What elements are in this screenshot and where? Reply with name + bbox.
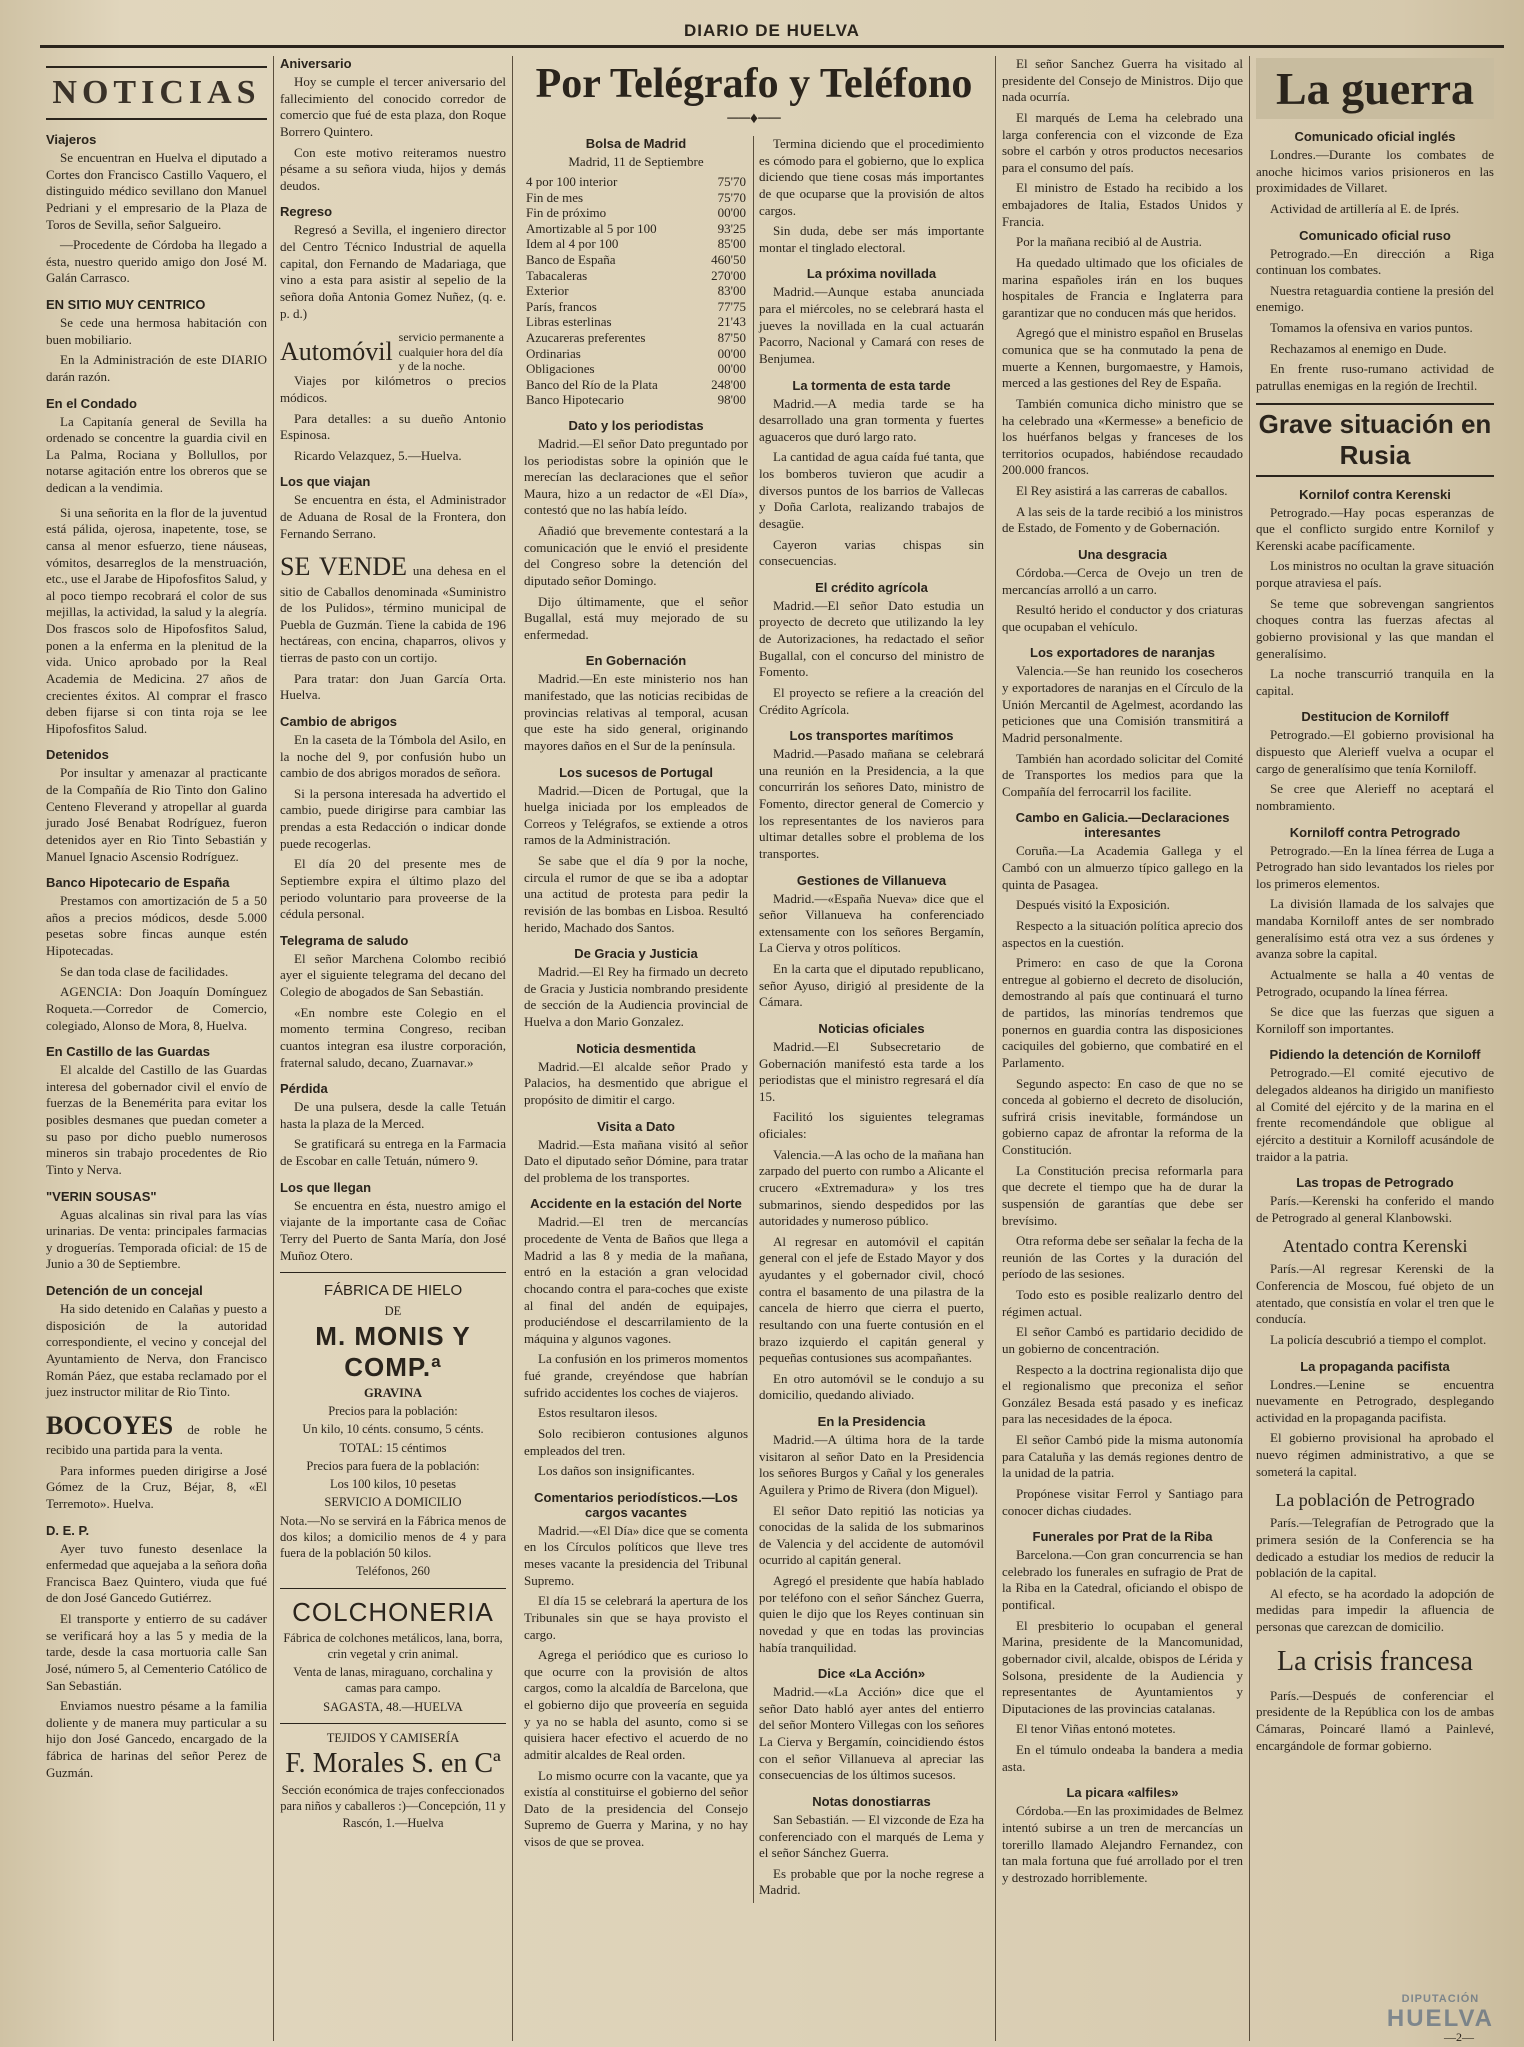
maritimos-text: Madrid.—Pasado mañana se celebrará una reunión en la Presidencia, a la que concurrirán los señores Dato, ministro de Fomento, director general de Comercio y los representantes de los navieros para ultimar detalles sobre el problema de los transportes. (759, 746, 984, 861)
bolsa-label: Tabacaleras (526, 267, 588, 283)
comentarios-cont: Termina diciendo que el procedimiento es cómodo para el gobierno, que lo explica diciendo que tiene cosas más importantes de que ocuparse que la provisión de altos cargos. (759, 136, 984, 218)
dato-text-2: Añadió que brevemente contestará a la comunicación que le envió el presidente del Congreso sobre la detención del diputado señor Domingo. (524, 523, 748, 588)
oficiales-text-2: Facilitó los siguientes telegramas oficiales: (759, 1109, 984, 1141)
bolsa-value: 87'50 (717, 329, 746, 345)
oficiales-text-5: En otro automóvil se le condujo a su domicilio, quedando aliviado. (759, 1370, 984, 1403)
perdida-title: Pérdida (280, 1081, 328, 1097)
destitucion-text-2: Se cree que Alerieff no aceptará el nombramiento. (1256, 781, 1494, 813)
automovil-text: Viajes por kilómetros o precios módicos. (280, 373, 506, 405)
galicia-text-8: Todo esto es posible realizarlo dentro del régimen actual. (1002, 1287, 1243, 1319)
bolsa-row (524, 377, 748, 393)
comentarios-text: Madrid.—«El Día» dice que se comenta en los Círculos políticos que lleve tres meses vacante la presidencia del Tribunal Supremo. (524, 1522, 748, 1588)
galicia-text-12: Propónese visitar Ferrol y Santiago para conocer dichas ciudades. (1002, 1485, 1243, 1518)
tormenta-text: Madrid.—A media tarde se ha desarrollado una gran tormenta y fuertes aguaceros que duró largo rato. (759, 395, 984, 444)
atentado-title: Atentado contra Kerenski (1282, 1236, 1468, 1257)
verin-text: Aguas alcalinas sin rival para las vías urinarias. De venta: principales farmacias y droguerías. Temporada oficial: de 15 de Junio a 30 de Septiembre. (46, 1206, 267, 1272)
llegan-title: Los que llegan (280, 1179, 372, 1195)
dep-text: Ayer tuvo funesto desenlace la enfermedad que aquejaba a la señora doña Francisca Baez Quintero, viuda que fué de don José Gancedo Gutiérrez. (46, 1540, 267, 1606)
hielo-company: M. MONIS Y COMP.ª (315, 1320, 471, 1382)
concejal-title: Detención de un concejal (46, 1283, 203, 1298)
presidencia-text-3: Agregó el presidente que había hablado por teléfono con el señor Sánchez Guerra, quien le dijo que los Reyes continuan sin novedad y que en todas las provincias había tranquilidad. (759, 1573, 984, 1655)
destitucion-title: Destitucion de Korniloff (1301, 709, 1449, 725)
automovil-title: Automóvil (280, 336, 393, 366)
bolsa-value: 248'00 (711, 376, 746, 392)
column-1 (40, 56, 274, 2041)
bolsa-value: 98'00 (717, 392, 746, 408)
column-4 (996, 56, 1250, 2041)
naranjas-title: Los exportadores de naranjas (1030, 645, 1215, 661)
automovil-text-2: Para detalles: a su dueño Antonio Espinosa. (280, 410, 506, 443)
alfiles-text: Córdoba.—En las proximidades de Belmez intentó subirse a un tren de mercancías un torerillo llamado Alejandro Fernandez, con tan mala fortuna que fué arrollado por el tren y destrozado horriblemente. (1002, 1803, 1243, 1885)
bolsa-row (524, 221, 748, 237)
library-stamp (1387, 1993, 1494, 2033)
naranjas-text-2: También han acordado solicitar del Comité de Transportes los medios para que la Compañía del ferrocarril los facilite. (1002, 750, 1243, 799)
atentado-text-2: La policía descubrió a tiempo el complot. (1270, 1331, 1487, 1347)
tropas-title: Las tropas de Petrogrado (1296, 1175, 1454, 1191)
bolsa-value: 75'70 (717, 174, 746, 189)
perdida-text-2: Se gratificará su entrega en la Farmacia de Escobar en calle Tetuán, número 9. (280, 1136, 506, 1169)
vende-title: SE VENDE (280, 552, 408, 582)
credito-title: El crédito agrícola (815, 579, 928, 595)
bocoyes-text-2: Para informes pueden dirigirse a José Gómez de la Cruz, Béjar, 8, «El Terremoto». Huelva. (46, 1462, 267, 1511)
oficiales-text: Madrid.—El Subsecretario de Gobernación manifestó esta tarde a los periodistas que el ministro regresará el día 15. (759, 1038, 984, 1104)
ingles-text-2: Actividad de artillería al E. de Iprés. (1270, 200, 1460, 216)
dato-text: Madrid.—El señor Dato preguntado por los periodistas sobre la opinión que le merecían las declaraciones que el señor Maura, hizo a un redactor de «El Día», contestó que no las había leído. (524, 435, 748, 518)
pidiendo-text: Petrogrado.—El comité ejecutivo de delegados aldeanos ha dirigido un manifiesto al Comité del ejército y de la marina en el frente recomendándole que obligue al ejército a destituir a Korniloff acusándole de traidor a la patria. (1256, 1065, 1494, 1164)
bolsa-label: Exterior (526, 283, 569, 299)
c4-text-8: El Rey asistirá a las carreras de caballos. (1016, 483, 1228, 498)
kornilof-text-4: La noche transcurrió tranquila en la capital. (1256, 666, 1494, 698)
desgracia-title: Una desgracia (1078, 546, 1167, 562)
bolsa-date: Madrid, 11 de Septiembre (568, 154, 704, 169)
verin-title: "VERIN SOUSAS" (46, 1188, 157, 1204)
column-3 (513, 56, 996, 2041)
telegrafo-subcolumns (519, 136, 989, 1903)
subcolumn-left (519, 136, 754, 1903)
ingles-text: Londres.—Durante los combates de anoche hicimos varios prisioneros en las proximidades de Villaret. (1256, 147, 1494, 196)
gobernacion-title: En Gobernación (585, 653, 687, 669)
dep-text-2: El transporte y entierro de su cadáver se verificará hoy a las 5 y media de la tarde, desde la casa mortuoria calle San José, número 5, al Cementerio Católico de San Sebastián. (46, 1611, 267, 1693)
c4-text-4: Por la mañana recibió al de Austria. (1016, 234, 1202, 250)
ruso-text-4: Rechazamos al enemigo en Dude. (1270, 340, 1447, 356)
kornilof-text-2: Los ministros no ocultan la grave situación porque atraviesa el país. (1256, 558, 1494, 590)
funerales-title: Funerales por Prat de la Riba (1032, 1529, 1213, 1545)
viajan-title: Los que viajan (280, 474, 371, 490)
column-2 (274, 56, 513, 2041)
c4-text-7: También comunica dicho ministro que se ha celebrado una «Kermesse» a beneficio de los huérfanos belgas y franceses de los territorios ocupados, habiéndose recaudado 200.000 francos. (1002, 395, 1243, 478)
poblacion-text: París.—Telegrafían de Petrogrado que la primera sesión de la Conferencia se ha dedicado a estudiar los medios de reducir la población de la capital. (1256, 1515, 1494, 1581)
telegrafo-header: Por Telégrafo y Teléfono (535, 61, 973, 107)
saludo-text: El señor Marchena Colombo recibió ayer el siguiente telegrama del decano del Colegio de abogados de San Sebastián. (280, 950, 506, 1000)
hielo-l6: Un kilo, 10 cénts. consumo, 5 cénts. (302, 1422, 484, 1437)
columns (40, 56, 1504, 2041)
galicia-text-3: Respecto a la situación política aprecio dos aspectos en la cuestión. (1002, 917, 1243, 950)
aniversario-title: Aniversario (280, 56, 352, 71)
bolsa-value: 00'00 (717, 361, 746, 377)
comentarios-text-4: Lo mismo ocurre con la vacante, que ya existía al constituirse el gobierno del señor Dato de la presidencia del Consejo Supremo de Guerra y Marina, y no hay visos de que se provea. (524, 1767, 748, 1850)
masthead (40, 14, 1504, 48)
donostiarras-title: Notas donostiarras (812, 1793, 931, 1809)
crisis-title: La crisis francesa (1277, 1645, 1473, 1677)
bolsa-label: Banco Hipotecario (526, 392, 624, 408)
gracia-title: De Gracia y Justicia (574, 946, 698, 962)
bolsa-value: 00'00 (717, 205, 746, 221)
banco-text-2: Se dan toda clase de facilidades. (60, 963, 229, 979)
galicia-title: Cambo en Galicia.—Declaraciones interesantes (1015, 810, 1230, 841)
bolsa-row (524, 314, 748, 330)
concejal-text: Ha sido detenido en Calañas y puesto a disposición de la autoridad correspondiente, el vecino y concejal del Ayuntamiento de Nerva, don Francisco Román Páez, que estaba reclamado por el juez instructor militar de Rio Tinto. (46, 1301, 267, 1400)
villanueva-text: Madrid.—«España Nueva» dice que el señor Villanueva ha conferenciado extensamente con los señores Bergamín, La Cierva y otros políticos. (759, 890, 984, 956)
credito-text: Madrid.—El señor Dato estudia un proyecto de decreto que utilizando la ley de Autorizaciones, ha redactado el señor Bugallal, con el concurso del ministro de Fomento. (759, 597, 984, 680)
funerales-text-3: El tenor Viñas entonó motetes. (1016, 1721, 1176, 1737)
hielo-l7: TOTAL: 15 céntimos (339, 1440, 447, 1455)
c4-text-3: El ministro de Estado ha recibido a los embajadores de Italia, Estados Unidos y Francia. (1002, 180, 1243, 229)
bolsa-label: Fin de mes (526, 189, 584, 205)
regreso-text: Regresó a Sevilla, el ingeniero director del Centro Técnico Industrial de aquella capital, don Fernando de Madariaga, que vino a esta para asistir al sepelio de la señora doña Antonia Gomez Nuñez, (q. e. p. d.) (280, 222, 506, 321)
hielo-l4: GRAVINA (363, 1385, 423, 1400)
noticias-header: NOTICIAS (46, 66, 267, 120)
dep-text-3: Enviamos nuestro pésame a la familia doliente y de manera muy particular a su hijo don José Gancedo, encargado de la fábrica de harinas del señor Perez de Guzmán. (46, 1698, 267, 1780)
hielo-l9: Los 100 kilos, 10 pesetas (329, 1477, 457, 1492)
morales-ad (280, 1730, 506, 1831)
comentarios-title: Comentarios periodísticos.—Los cargos vacantes (534, 1489, 738, 1520)
destitucion-text: Petrogrado.—El gobierno provisional ha dispuesto que Alerieff vuelva a ocupar el cargo de generalísimo que tenía Korniloff. (1256, 727, 1494, 776)
page-number: —2— (1444, 2030, 1474, 2044)
detenidos-text: Por insultar y amenazar al practicante de la Compañía de Rio Tinto don Galino Centeno Fleverand y atropellar al guarda jurado José Benabat Rodríguez, fueron detenidos ayer en Rio Tinto Sebastián y Manuel Ignacio Ascensio Rodríguez. (46, 765, 267, 864)
abrigos-text-2: Si la persona interesada ha advertido el cambio, puede dirigirse para cambiar las prendas a esta Redacción o indicar donde puede recogerlas. (280, 785, 506, 851)
aniversario-text: Hoy se cumple el tercer aniversario del fallecimiento del conocido corredor de comercio que fué de esta plaza, don Roque Borrero Quintero. (280, 74, 506, 139)
bolsa-label: Amortizable al 5 por 100 (526, 220, 657, 236)
c4-text-5: Ha quedado ultimado que los oficiales de marina españoles irán en los buques hospitales de Francia e Inglaterra para garantizar que no conducen más que heridos. (1002, 254, 1243, 320)
bolsa-row (524, 205, 748, 221)
bolsa-label: Ordinarias (526, 345, 581, 361)
bolsa-table (524, 174, 748, 408)
bolsa-row (524, 236, 748, 252)
bolsa-label: 4 por 100 interior (526, 174, 618, 189)
villanueva-text-2: En la carta que el diputado republicano, señor Ayuso, dirigió al presidente de la Cámara. (759, 961, 984, 1010)
dato-title: Dato y los periodistas (568, 417, 704, 433)
dato-text-3: Dijo últimamente, que el señor Bugallal, está muy mejorado de su enfermedad. (524, 593, 748, 642)
novillada-text: Madrid.—Aunque estaba anunciada para el miércoles, no se celebrará hasta el jueves la novillada en la cual actuarán Pacorro, Nacional y Camará con reses de Benjumea. (759, 284, 984, 366)
funerales-text-4: En el túmulo ondeaba la bandera a media asta. (1002, 1742, 1243, 1774)
pidiendo-title: Pidiendo la detención de Korniloff (1269, 1047, 1481, 1063)
ingles-title: Comunicado oficial inglés (1294, 129, 1456, 144)
bolsa-value: 00'00 (717, 345, 746, 361)
hielo-l1: FÁBRICA DE HIELO (323, 1282, 463, 1300)
credito-text-2: El proyecto se refiere a la creación del Crédito Agrícola. (759, 684, 984, 717)
gobernacion-text: Madrid.—En este ministerio nos han manifestado, que las noticias recibidas de provincias relativas al temporal, acusan que este ha sido general, originando mayores daños en el Sur de la península. (524, 671, 748, 753)
petrogrado-title: Korniloff contra Petrogrado (1289, 824, 1461, 840)
abrigos-title: Cambio de abrigos (280, 713, 398, 729)
bolsa-row (524, 268, 748, 284)
naranjas-text: Valencia.—Se han reunido los cosecheros y exportadores de naranjas en el Círculo de la Unión Mercantil de Agelmest, acordando las peticiones que una Comisión transmitirá a Madrid personalmente. (1002, 663, 1243, 745)
c4-text-2: El marqués de Lema ha celebrado una larga conferencia con el vizconde de Eza sobre el carbón y otros productos necesarios para el consumo del país. (1002, 109, 1243, 175)
colchoneria-text: Fábrica de colchones metálicos, lana, borra, crin vegetal y crin animal. (283, 1630, 503, 1661)
accidente-text-3: Estos resultaron ilesos. (538, 1405, 658, 1421)
bolsa-label: Banco de España (526, 251, 616, 267)
cedula-text: El día 20 del presente mes de Septiembre expira el último plazo del periodo voluntario para proveerse de la cédula personal. (280, 856, 506, 922)
poblacion-title: La población de Petrogrado (1275, 1490, 1475, 1511)
bolsa-row (524, 392, 748, 408)
automovil-text-3: Ricardo Velazquez, 5.—Huelva. (294, 447, 462, 463)
accidente-text-2: La confusión en los primeros momentos fué grande, creyéndose que habrían sufrido accidentes los coches de viajeros. (524, 1351, 748, 1400)
galicia-text-11: El señor Cambó pide la misma autonomía para Cataluña y las demás regiones dentro de la unidad de la patria. (1002, 1432, 1243, 1481)
bolsa-value: 85'00 (717, 236, 746, 252)
vende-text: una dehesa en el sitio de Caballos denominada «Suministro de los Pulidos», término municipal de Puebla de Guzmán. Tiene la cabida de 196 hectáreas, con encina, chaparros, olivos y tierras de pasto con un cortijo. (280, 563, 506, 666)
bolsa-label: Libras esterlinas (526, 314, 612, 330)
condado-text: La Capitanía general de Sevilla ha ordenado se concentre la guardia civil en La Palma, Rociana y Bollullos, por notarse agitación entre los obreros que se dedican a la vendimia. (46, 413, 267, 495)
accion-title: Dice «La Acción» (817, 1666, 926, 1682)
bolsa-row (524, 361, 748, 377)
accion-text: Madrid.—«La Acción» dice que el señor Dato habló ayer antes del entierro del señor Montero Villegas con los señores La Cierva y Bergamín, coincidiendo éstos con el señor Villanueva al apreciar las consecuencias de los últimos sucesos. (759, 1684, 984, 1783)
accidente-text-4: Solo recibieron contusiones algunos empleados del tren. (524, 1425, 748, 1458)
perdida-text: De una pulsera, desde la calle Tetuán hasta la plaza de la Merced. (280, 1099, 506, 1131)
ruso-text-2: Nuestra retaguardia contiene la presión del enemigo. (1256, 282, 1494, 315)
bolsa-label: Obligaciones (526, 361, 595, 377)
sitio-text-2: En la Administración de este DIARIO darán razón. (46, 352, 267, 384)
masthead-rule (40, 45, 1504, 48)
vende-ad (280, 550, 506, 666)
bolsa-row (524, 299, 748, 315)
viajeros-title: Viajeros (46, 132, 97, 147)
ruso-text-5: En frente ruso-rumano actividad de patrullas enemigas en la región de Irechtil. (1256, 361, 1494, 393)
grave-header: Grave situación en Rusia (1256, 403, 1494, 477)
c4-text-6: Agregó que el ministro español en Bruselas comunica que se ha conmutado la pena de muerte a Kennen, burgomaestre, y Hamois, merced a las gestiones del Rey de España. (1002, 325, 1243, 391)
desmentida-title: Noticia desmentida (576, 1040, 696, 1056)
hielo-ad (280, 1272, 506, 1589)
banco-text-3: AGENCIA: Don Joaquín Domínguez Roqueta.—Corredor de Comercio, colegiado, Alonso de Mora, 8, Huelva. (46, 984, 267, 1033)
villanueva-title: Gestiones de Villanueva (796, 872, 947, 888)
hipofosfitos-ad: Si una señorita en la flor de la juventud está pálida, ojerosa, inapetente, tose, se cansa al menor esfuerzo, tiene náuseas, vómitos, desarreglos de la menstruación, etc., use el Jarabe de Hipofosfitos Salud, y al poco tiempo recobrará el color de sus mejillas, la actividad, la salud y la alegría. Dos frascos solo de Hipofosfitos Salud, ponen a la enferma en la plenitud de la vida. Unico aprobado por la Real Academia de Medicina. 27 años de crecientes éxitos. Al comprar el frasco deben fijarse si con tinta roja se lee Hipofosfitos Salud. (46, 504, 267, 736)
presidencia-text-2: El señor Dato repitió las noticias ya conocidas de la salida de los submarinos de Valencia y del accidente de automóvil ocurrido al capitán general. (759, 1502, 984, 1568)
petrogrado-text: Petrogrado.—En la línea férrea de Luga a Petrogrado han sido levantados los rieles por los primeros elementos. (1256, 842, 1494, 891)
bocoyes-text: de roble he recibido una partida para la venta. (46, 1421, 267, 1458)
galicia-text-10: Respecto a la doctrina regionalista dijo que el regionalismo que preconiza el señor González Besada está pasado y es ineficaz para las necesidades de la época. (1002, 1361, 1243, 1427)
propaganda-title: La propaganda pacifista (1300, 1358, 1450, 1374)
galicia-text-4: Primero: en caso de que la Corona entregue al gobierno el decreto de disolución, demostrando al país que continuará el turno de partidos, las minorías tendremos que ponernos en guardia contra las disposiciones caciquiles del gobierno, que combatiré en el Parlamento. (1002, 955, 1243, 1070)
bolsa-value: 75'70 (717, 189, 746, 205)
tormenta-text-2: La cantidad de agua caída fué tanta, que los bomberos tuvieron que acudir a diversos puntos de los barrios de Vallecas y Doña Carlota, realizando trabajos de desagüe. (759, 449, 984, 531)
newspaper-title: DIARIO DE HUELVA (684, 21, 860, 40)
comentarios-text-3: Agrega el periódico que es curioso lo que ocurre con la provisión de altos cargos, como la alcaldía de Barcelona, que el gobierno dijo que proveería en seguida y ya no se habla del asunto, como si se quisiera hacer efectivo el acuerdo de no admitir alcaldes de Real orden. (524, 1647, 748, 1762)
dep-title: D. E. P. (46, 1522, 90, 1538)
regreso-title: Regreso (280, 204, 333, 220)
tormenta-text-3: Cayeron varias chispas sin consecuencias. (759, 536, 984, 569)
donostiarras-text-2: Es probable que por la noche regrese a Madrid. (759, 1865, 984, 1898)
tormenta-title: La tormenta de esta tarde (792, 377, 951, 393)
desgracia-text: Córdoba.—Cerca de Ovejo un tren de mercancías arrolló a un carro. (1002, 564, 1243, 597)
bocoyes-ad (46, 1409, 267, 1459)
presidencia-title: En la Presidencia (817, 1414, 926, 1429)
kornilof-text-3: Se teme que sobrevengan sangrientos choques contra las fuerzas afectas al gobierno provisional y las que mandan el generalísimo. (1256, 595, 1494, 661)
portugal-title: Los sucesos de Portugal (559, 764, 713, 780)
bolsa-label: París, francos (526, 298, 597, 314)
novillada-title: La próxima novillada (806, 266, 937, 282)
tropas-text: París.—Kerenski ha conferido el mando de Petrogrado al general Klanbowski. (1256, 1193, 1494, 1225)
bolsa-value: 21'43 (717, 314, 746, 330)
banco-title: Banco Hipotecario de España (46, 875, 230, 891)
bolsa-value: 77'75 (717, 298, 746, 314)
viajan-text: Se encuentra en ésta, el Administrador de Aduana de Rosal de la Frontera, don Fernando Serrano. (280, 492, 506, 541)
petrogrado-text-4: Se dice que las fuerzas que siguen a Korniloff son importantes. (1256, 1004, 1494, 1036)
accidente-title: Accidente en la estación del Norte (530, 1196, 742, 1212)
bolsa-row (524, 330, 748, 346)
ruso-title: Comunicado oficial ruso (1299, 227, 1451, 243)
poblacion-text-2: Al efecto, se ha acordado la adopción de medidas para impedir la afluencia de personas que carezcan de domicilio. (1256, 1585, 1494, 1634)
hielo-l10: SERVICIO A DOMICILIO (324, 1495, 462, 1510)
automovil-side: servicio permanente a cualquier hora del día y de la noche. (398, 330, 504, 373)
automovil-ad (280, 330, 506, 373)
bolsa-label: Fin de próximo (526, 205, 607, 221)
castillo-text: El alcalde del Castillo de las Guardas interesa del gobernador civil el envío de fuerzas de la Benemérita para evitar los posibles desmanes que puedan cometer a su paso por dicho pueblo numerosos mineros sin trabajo procedentes de Rio Tinto y Nerva. (46, 1062, 267, 1177)
galicia-text-2: Después visitó la Exposición. (1016, 897, 1170, 913)
sitio-text: Se cede una hermosa habitación con buen mobiliario. (46, 315, 267, 347)
galicia-text-7: Otra reforma debe ser señalar la fecha de la reunión de las Cortes y la duración del período de las sesiones. (1002, 1233, 1243, 1282)
oficiales-text-4: Al regresar en automóvil el capitán general con el jefe de Estado Mayor y dos ayudantes y el gobernador civil, chocó contra el basamento de una pilastra de la cancela de hierro que cierra el puerto, resultando con una fuerte contusión en el brazo izquierdo el capitán general y pequeñas contusiones sus acompañantes. (759, 1233, 984, 1366)
morales-title: F. Morales S. en Cª (285, 1748, 501, 1780)
hielo-l5: Precios para la población: (328, 1404, 458, 1419)
morales-text: Sección económica de trajes confeccionados para niños y caballeros :)—Concepción, 11 y Rascón, 1.—Huelva (280, 1783, 506, 1830)
comentarios-text-2: El día 15 se celebrará la apertura de los Tribunales sin que se haya provisto el cargo. (524, 1593, 748, 1642)
presidencia-text: Madrid.—A última hora de la tarde visitaron al señor Dato en la Presidencia los señores Burgos y Cañal y los generales Aguilera y Primo de Rivera (don Miguel). (759, 1432, 984, 1497)
galicia-text-5: Segundo aspecto: En caso de que no se conceda al gobierno el decreto de disolución, sufrirá crisis inevitable, formándose un gobierno capaz de afrontar la reforma de la Constitución. (1002, 1075, 1243, 1157)
column-5 (1250, 56, 1500, 2041)
ruso-text-3: Tomamos la ofensiva en varios puntos. (1270, 320, 1473, 335)
ornament: ──♦── (727, 110, 781, 127)
subcolumn-right (754, 136, 989, 1903)
oficiales-text-3: Valencia.—A las ocho de la mañana han zarpado del puerto con rumbo a Alicante el crucero «Extremadura» y los tres submarinos, siendo despedidos por las autoridades y numeroso público. (759, 1146, 984, 1229)
bolsa-value: 93'25 (717, 220, 746, 236)
abrigos-text: En la caseta de la Tómbola del Asilo, en la noche del 9, por confusión hubo un cambio de dos abrigos morados de señora. (280, 731, 506, 781)
gracia-text: Madrid.—El Rey ha firmado un decreto de Gracia y Justicia nombrando presidente de sección de la Audiencia provincial de Huelva a don Mario Gonzalez. (524, 964, 748, 1030)
accidente-text: Madrid.—El tren de mercancías procedente de Venta de Baños que llega a Madrid a las 8 y media de la mañana, entró en la estación a gran velocidad chocando contra el para-coches que existe al final del andén de equipajes, produciéndose el descarrilamiento de la máquina y algunos vagones. (524, 1214, 748, 1346)
colchoneria-text-2: Venta de lanas, miraguano, corchalina y camas para campo. (293, 1665, 493, 1696)
oficiales-title: Noticias oficiales (818, 1020, 925, 1036)
bolsa-title: Bolsa de Madrid (585, 136, 687, 151)
hielo-l11: Nota.—No se servirá en la Fábrica menos de dos kilos; a domicilio menos de 4 y para fuera de la población 50 kilos. (280, 1513, 506, 1561)
desgracia-text-2: Resultó herido el conductor y dos criaturas que ocupaban el vehículo. (1002, 602, 1243, 634)
portugal-text: Madrid.—Dicen de Portugal, que la huelga iniciada por los empleados de Correos y Telégrafos, se extiende a otros ramos de la Administración. (524, 782, 748, 848)
maritimos-title: Los transportes marítimos (789, 728, 954, 744)
funerales-text: Barcelona.—Con gran concurrencia se han celebrado los funerales en sufragio de Prat de la Riba en la Catedral, oficiando el obispo de pontifical. (1002, 1547, 1243, 1612)
condado-title: En el Condado (46, 395, 137, 411)
stamp-line-1: DIPUTACIÓN (1401, 1993, 1480, 2005)
accidente-text-5: Los daños son insignificantes. (538, 1463, 695, 1479)
atentado-text: París.—Al regresar Kerenski de la Conferencia de Moscou, fué objeto de un atentado, que consistía en volar el tren que le conducía. (1256, 1261, 1494, 1327)
visita-title: Visita a Dato (597, 1118, 675, 1134)
bolsa-value: 460'50 (711, 251, 746, 267)
funerales-text-2: El presbiterio lo ocupaban el general Marina, presidente de la Mancomunidad, gobernador civil, alcalde, obispos de Lérida y Solsona, presidente de la Audiencia y representantes de Ayuntamientos y Diputaciones de las provincias catalanas. (1002, 1617, 1243, 1716)
bolsa-label: Azucareras preferentes (526, 329, 646, 345)
ruso-text: Petrogrado.—En dirección a Riga continuan los combates. (1256, 245, 1494, 278)
hielo-l12: Teléfonos, 260 (355, 1564, 431, 1579)
comentarios-cont-2: Sin duda, debe ser más importante montar el tinglado electoral. (759, 223, 984, 255)
bolsa-row (524, 346, 748, 362)
llegan-text: Se encuentra en ésta, nuestro amigo el viajante de la importante casa de Coñac Terry del Puerto de Santa María, don José Muñoz Otero. (280, 1197, 506, 1263)
galicia-text-9: El señor Cambó es partidario decidido de un gobierno de concentración. (1002, 1324, 1243, 1356)
morales-l1: TEJIDOS Y CAMISERÍA (326, 1730, 460, 1745)
bocoyes-title: BOCOYES (46, 1410, 174, 1440)
petrogrado-text-3: Actualmente se halla a 40 ventas de Petrogrado, ocupando la línea férrea. (1256, 966, 1494, 999)
bolsa-row (524, 190, 748, 206)
bolsa-value: 270'00 (711, 267, 746, 283)
viajeros-text-2: —Procedente de Córdoba ha llegado a ésta, nuestro querido amigo don José M. Galán Carrasco. (46, 237, 267, 286)
portugal-text-2: Se sabe que el día 9 por la noche, circula el rumor de que se iba a adoptar una actitud de protesta para pedir la revisión de las bombas en Lisboa. Resultó herido, Machado dos Santos. (524, 853, 748, 935)
propaganda-text: Londres.—Lenine se encuentra nuevamente en Petrogrado, desplegando actividad en la propaganda pacifista. (1256, 1376, 1494, 1425)
stamp-line-2: HUELVA (1386, 2005, 1494, 2032)
aniversario-text-2: Con este motivo reiteramos nuestro pésame a su señora viuda, hijos y demás deudos. (280, 144, 506, 193)
galicia-text-1: Coruña.—La Academia Gallega y el Cambó con un almuerzo típico gallego en la quinta de Pasagea. (1002, 843, 1243, 892)
banco-text: Prestamos con amortización de 5 a 50 años a precios módicos, desde 5.000 pesetas sobre fincas aunque estén Hipotecadas. (46, 893, 267, 958)
desmentida-text: Madrid.—El alcalde señor Prado y Palacios, ha desmentido que abrigue el propósito de dimitir el cargo. (524, 1058, 748, 1107)
crisis-text: París.—Después de conferenciar el presidente de la República con los de ambas Cámaras, Poincaré llamó a Painlevé, encargándole de formar gobierno. (1256, 1687, 1494, 1753)
detenidos-title: Detenidos (46, 747, 109, 763)
kornilof-title: Kornilof contra Kerenski (1299, 486, 1451, 502)
bolsa-row (524, 252, 748, 268)
hielo-l8: Precios para fuera de la población: (306, 1458, 480, 1473)
c4-text-1: El señor Sanchez Guerra ha visitado al presidente del Consejo de Ministros. Dijo que nada ocurría. (1002, 56, 1243, 105)
viajeros-text: Se encuentran en Huelva el diputado a Cortes don Francisco Castillo Vaquero, el distinguido médico sevillano don Manuel Pedriani y el empresario de la Plaza de Toros de Sevilla, señor Salgueiro. (46, 150, 267, 232)
bolsa-value: 83'00 (717, 283, 746, 299)
hielo-l2: DE (384, 1303, 402, 1318)
donostiarras-text: San Sebastián. — El vizconde de Eza ha conferenciado con el marqués de Lema y el señor Sánchez Guerra. (759, 1811, 984, 1861)
kornilof-text: Petrogrado.—Hay pocas esperanzas de que el conflicto surgido entre Kornilof y Kerenski acabe pacíficamente. (1256, 504, 1494, 553)
visita-text: Madrid.—Esta mañana visitó al señor Dato el diputado señor Dómine, para tratar del problema de los transportes. (524, 1136, 748, 1185)
bolsa-label: Idem al 4 por 100 (526, 236, 619, 252)
alfiles-title: La picara «alfiles» (1066, 1785, 1179, 1801)
colchoneria-ad (280, 1597, 506, 1724)
sitio-title: EN SITIO MUY CENTRICO (46, 297, 206, 312)
c4-text-9: A las seis de la tarde recibió a los ministros de Estado, de Fomento y de Gobernación. (1002, 503, 1243, 536)
bolsa-row (524, 283, 748, 299)
colchoneria-address: SAGASTA, 48.—HUELVA (323, 1699, 463, 1714)
saludo-title: Telegrama de saludo (280, 932, 409, 948)
galicia-text-6: La Constitución precisa reformarla para que decrete el tiempo que ha de durar la suspensión de garantías que debe ser brevísimo. (1002, 1162, 1243, 1228)
vende-text-2: Para tratar: don Juan García Orta. Huelva. (280, 670, 506, 703)
colchoneria-title: COLCHONERIA (292, 1596, 494, 1627)
guerra-header: La guerra (1256, 58, 1494, 119)
bolsa-label: Banco del Río de la Plata (526, 376, 658, 392)
castillo-title: En Castillo de las Guardas (46, 1044, 210, 1060)
saludo-text-2: «En nombre este Colegio en el momento termina Congreso, reciban cuantos integran esa ilustre corporación, fraternal saludo, decano, Zuarnavar.» (280, 1004, 506, 1070)
bolsa-row (524, 174, 748, 190)
propaganda-text-2: El gobierno provisional ha aprobado el nuevo régimen administrativo, a que se someterá la capital. (1256, 1430, 1494, 1479)
petrogrado-text-2: La división llamada de los salvajes que mandaba Korniloff antes de ser nombrado generalísimo está otra vez a sus órdenes y avanza sobre la capital. (1256, 896, 1494, 962)
